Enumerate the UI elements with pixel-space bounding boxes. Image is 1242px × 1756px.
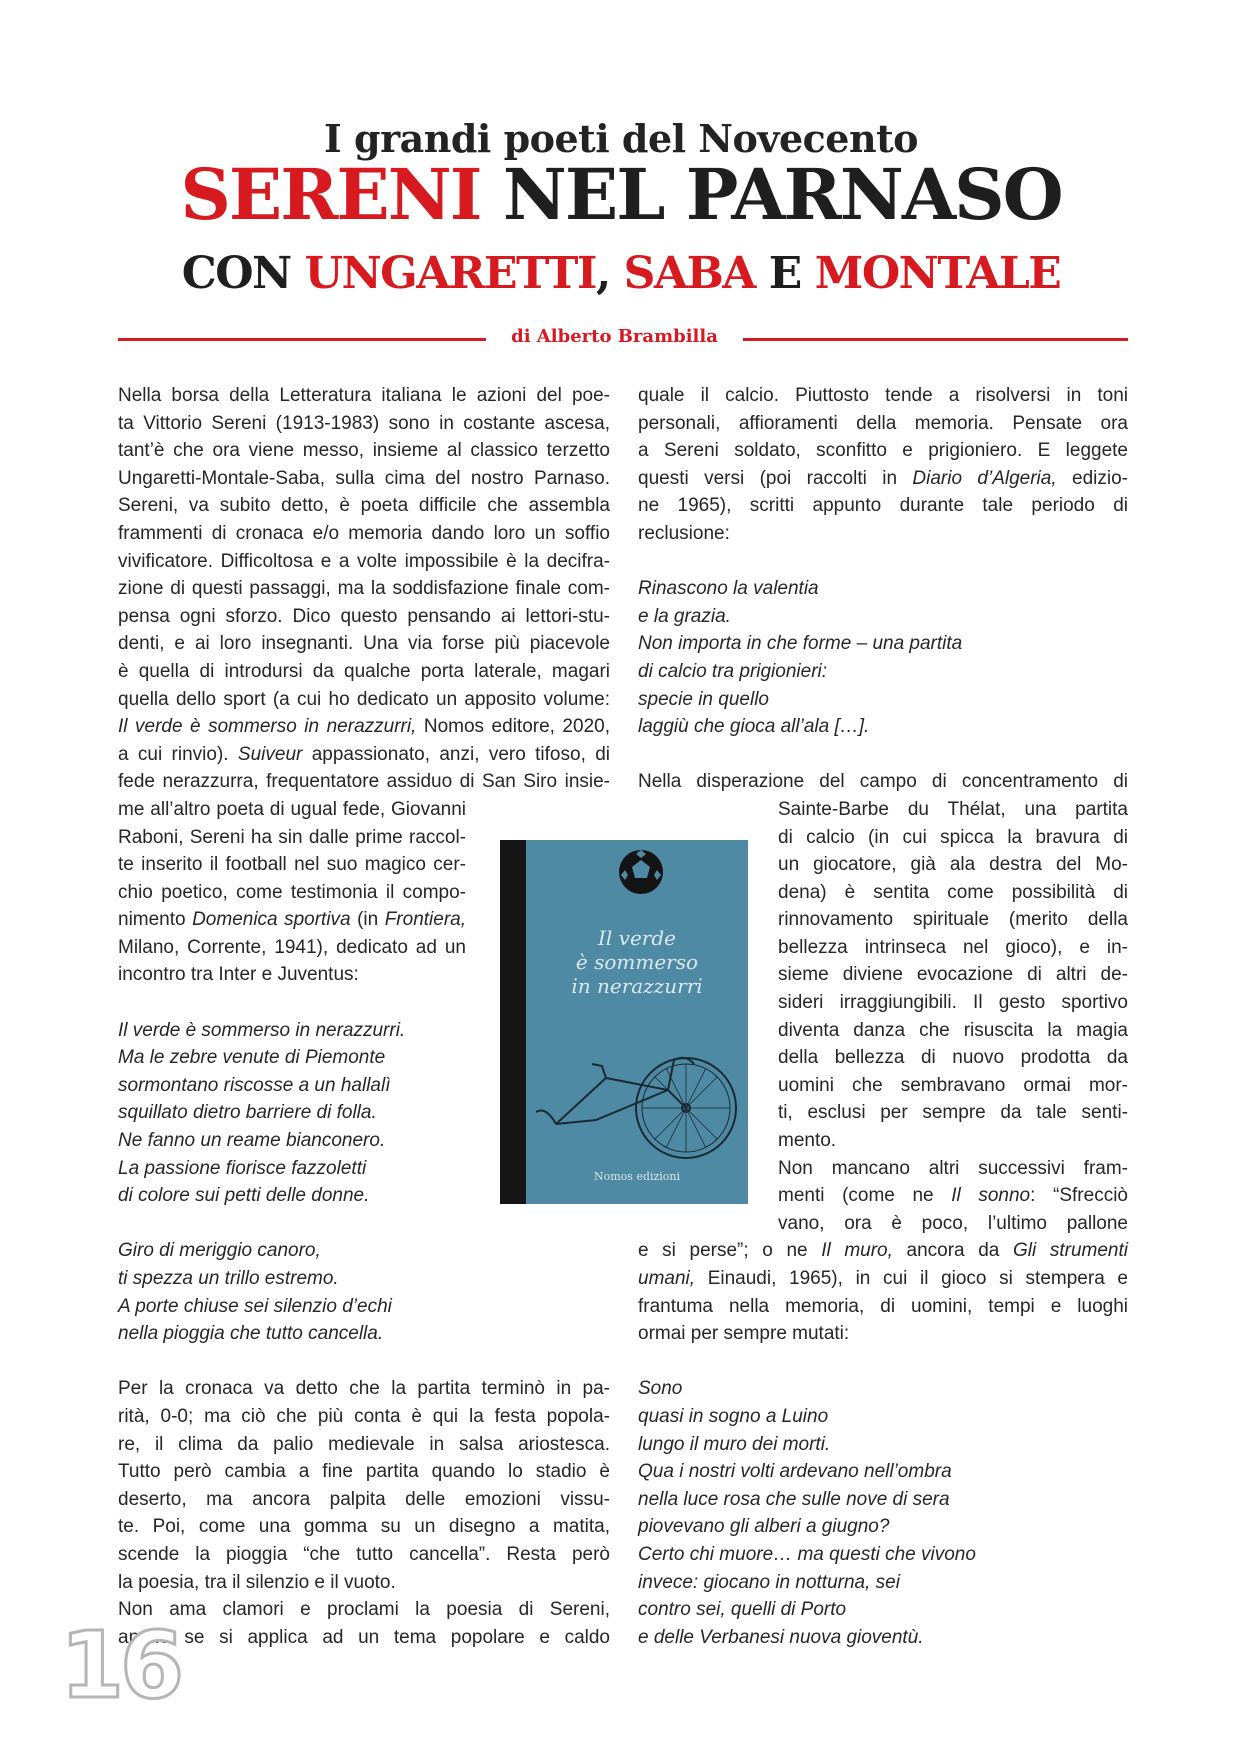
book-spine xyxy=(500,840,526,1204)
byline: di Alberto Brambilla xyxy=(511,326,718,347)
text-line: ti, esclusi per sempre da tale senti- xyxy=(778,1102,1128,1124)
text-line: Nella disperazione del campo di concentramento di xyxy=(638,771,1128,793)
text-line: Non ama clamori e proclami la poesia di Sereni, xyxy=(118,1599,610,1621)
book-title-ref: Il verde è sommerso in nerazzurri, xyxy=(118,716,417,738)
text-run-italic: Suiveur xyxy=(237,743,303,765)
text-line: è quella di introdursi da qualche porta laterale, magari xyxy=(118,660,610,682)
verse-line: nella luce rosa che sulle nove di sera xyxy=(638,1488,950,1510)
text-line: uomini che sembravano ormai mor- xyxy=(778,1074,1128,1096)
sub-ungaretti: UNGARETTI xyxy=(304,248,596,299)
text-line xyxy=(638,1265,1128,1293)
kicker: I grandi poeti del Novecento xyxy=(324,116,918,161)
text-line: della bellezza di nuovo prodotta da xyxy=(778,1047,1128,1069)
text-line: dena) è sentita come possibilità di xyxy=(778,881,1128,903)
cover-title-line: è sommerso xyxy=(575,950,699,974)
verse-line: e la grazia. xyxy=(638,605,731,627)
verse-line: piovevano gli alberi a giugno? xyxy=(638,1516,890,1538)
headline-red: SERENI xyxy=(180,153,481,236)
subheadline xyxy=(0,248,1242,299)
verse-line: di colore sui petti delle donne. xyxy=(118,1185,370,1207)
text-run-italic: Gli strumenti xyxy=(1013,1240,1128,1262)
text-line: rità, 0-0; ma ciò che più conta è qui la festa popola- xyxy=(118,1405,610,1427)
text-line: Raboni, Sereni ha sin dalle prime raccol- xyxy=(118,826,466,848)
verse-line: invece: giocano in notturna, sei xyxy=(638,1571,900,1593)
text-line xyxy=(118,906,466,934)
text-line: Nella borsa della Letteratura italiana le azioni del poe- xyxy=(118,385,610,406)
text-line: Ungaretti-Montale-Saba, sulla cima del nostro Parnaso. xyxy=(118,467,610,489)
narrow-block xyxy=(778,796,1128,1238)
sub-comma: , xyxy=(596,248,610,299)
verse-line: La passione fiorisce fazzoletti xyxy=(118,1157,367,1179)
sub-montale: MONTALE xyxy=(814,248,1061,299)
verse-line: sormontano riscosse a un hallalì xyxy=(118,1074,391,1096)
text-line: vivificatore. Difficoltosa e a volte impossibile è la decifra- xyxy=(118,550,610,572)
cover-publisher: Nomos edizioni xyxy=(593,1170,681,1183)
text-line xyxy=(118,741,610,769)
verse-line: Il verde è sommerso in nerazzurri. xyxy=(118,1019,406,1041)
cover-title-line: in nerazzurri xyxy=(571,974,703,998)
verse-line: lungo il muro dei morti. xyxy=(638,1433,831,1455)
text-line: zione di questi passaggi, ma la soddisfazione finale com- xyxy=(118,578,610,600)
verse-line: Sono xyxy=(638,1378,683,1400)
rule-right xyxy=(743,338,1128,341)
verse-line: Giro di meriggio canoro, xyxy=(118,1240,321,1262)
sub-e: E xyxy=(768,248,801,299)
text-run-italic: Domenica sportiva xyxy=(192,909,351,931)
verse-line: di calcio tra prigionieri: xyxy=(638,660,828,682)
poem-block xyxy=(118,1237,610,1347)
verse-line: ti spezza un trillo estremo. xyxy=(118,1268,339,1289)
verse-line: squillato dietro barriere di folla. xyxy=(118,1102,377,1124)
text-line: mento. xyxy=(778,1130,837,1152)
narrow-block xyxy=(118,796,466,989)
verse-line: Non importa in che forme – una partita xyxy=(638,633,963,655)
text-line: scende la pioggia “che tutto cancella”. Resta però xyxy=(118,1543,610,1565)
text-line: chio poetico, come testimonia il compo- xyxy=(118,881,466,903)
text-run: (in xyxy=(350,909,385,931)
verse-line: Qua i nostri volti ardevano nell’ombra xyxy=(638,1461,952,1483)
text-line: Milano, Corrente, 1941), dedicato ad un xyxy=(118,936,466,958)
sub-saba: SABA xyxy=(623,248,755,299)
text-run: appassionato, anzi, vero tifoso, di xyxy=(302,743,610,765)
text-line: vano, ora è poco, l’ultimo pallone xyxy=(778,1212,1128,1234)
text-line: ta Vittorio Sereni (1913-1983) sono in costante ascesa, xyxy=(118,412,610,434)
text-run-italic: Diario d’Algeria, xyxy=(912,467,1057,489)
text-line: pensa ogni sforzo. Dico questo pensando ai lettori-stu- xyxy=(118,605,610,627)
text-line: frammenti di cronaca e/o memoria dando loro un soffio xyxy=(118,522,610,544)
text-line: tant’è che ora viene messo, insieme al classico terzetto xyxy=(118,440,610,462)
text-line: di calcio (in cui spicca la bravura di xyxy=(778,826,1128,848)
text-line: Sereni, va subito detto, è poeta difficile che assembla xyxy=(118,495,610,517)
text-run: : “Sfrecciò xyxy=(1030,1185,1128,1207)
text-line: sideri irraggiungibili. Il gesto sportivo xyxy=(778,992,1128,1014)
text-line: bellezza intrinseca nel gioco), e in- xyxy=(778,936,1128,958)
text-line: reclusione: xyxy=(638,522,730,544)
text-line: te. Poi, come una gomma su un disegno a matita, xyxy=(118,1516,610,1538)
text-line: la poesia, tra il silenzio e il vuoto. xyxy=(118,1571,396,1593)
cover-title-line: Il verde xyxy=(598,926,676,950)
text-line: frantuma nella memoria, di uomini, tempi e luoghi xyxy=(638,1295,1128,1317)
verse-line: contro sei, quelli di Porto xyxy=(638,1599,847,1621)
verse-line: Ne fanno un reame bianconero. xyxy=(118,1130,386,1152)
verse-line: quasi in sogno a Luino xyxy=(638,1405,829,1427)
sub-con: CON xyxy=(181,248,291,299)
text-run-italic: Frontiera, xyxy=(384,909,467,931)
verse-line: e delle Verbanesi nuova gioventù. xyxy=(638,1626,924,1648)
headline-dark: NEL PARNASO xyxy=(502,153,1062,236)
text-line: diventa danza che risuscita la magia xyxy=(778,1019,1128,1041)
text-line xyxy=(638,465,1128,493)
text-line: rinnovamento spirituale (merito della xyxy=(778,909,1128,931)
text-line: deserto, ma ancora palpita delle emozioni vissu- xyxy=(118,1488,610,1510)
text-line: ne 1965), scritti appunto durante tale periodo di xyxy=(638,495,1128,517)
text-run: Einaudi, 1965), in cui il gioco si stempera e xyxy=(695,1268,1128,1289)
text-line: te inserito il football nel suo magico cer- xyxy=(118,854,466,876)
text-line: Per la cronaca va detto che la partita terminò in pa- xyxy=(118,1378,610,1400)
text-line xyxy=(778,1182,1128,1210)
verse-line: Ma le zebre venute di Piemonte xyxy=(118,1047,386,1069)
text-line: quale il calcio. Piuttosto tende a risolversi in toni xyxy=(638,385,1128,406)
text-run: a cui rinvio). xyxy=(118,743,238,765)
text-line: me all’altro poeta di ugual fede, Giovanni xyxy=(118,798,466,820)
poem-block xyxy=(638,1375,1128,1651)
text-run-italic: Il muro, xyxy=(821,1240,893,1262)
text-line: anche se si applica ad un tema popolare e caldo xyxy=(118,1626,610,1648)
text-line: Tutto però cambia a fine partita quando lo stadio è xyxy=(118,1461,610,1483)
verse-line: nella pioggia che tutto cancella. xyxy=(118,1323,384,1345)
verse-line: A porte chiuse sei silenzio d’echi xyxy=(118,1295,392,1317)
text-line: un giocatore, già ala destra del Mo- xyxy=(778,854,1128,876)
text-run: ancora da xyxy=(892,1240,1013,1262)
text-run: menti (come ne xyxy=(778,1185,952,1207)
poem-block xyxy=(638,575,1128,741)
text-line: Sainte-Barbe du Thélat, una partita xyxy=(778,798,1128,820)
rule-left xyxy=(118,338,486,341)
text-line xyxy=(638,1237,1128,1265)
headline xyxy=(0,153,1242,236)
text-run: edizio- xyxy=(1056,467,1128,489)
text-line: Non mancano altri successivi fram- xyxy=(778,1157,1128,1179)
text-line: sieme diviene evocazione di altri de- xyxy=(778,964,1128,986)
text-run: Nomos editore, 2020, xyxy=(416,716,610,738)
text-run: e si perse”; o ne xyxy=(638,1240,822,1262)
text-line: a Sereni soldato, sconfitto e prigioniero. E leggete xyxy=(638,440,1128,462)
text-run-italic: umani, xyxy=(638,1268,696,1289)
paragraph xyxy=(118,1375,610,1651)
text-line: quella dello sport (a cui ho dedicato un apposito volume: xyxy=(118,688,610,710)
text-line: re, il clima da palio medievale in salsa ariostesca. xyxy=(118,1433,610,1455)
text-line: personali, affioramenti della memoria. Pensate ora xyxy=(638,412,1128,434)
text-line xyxy=(118,713,610,741)
verse-line: specie in quello xyxy=(638,688,769,710)
verse-line: Certo chi muore… ma questi che vivono xyxy=(638,1543,976,1565)
verse-line: laggiù che gioca all’ala […]. xyxy=(638,716,870,738)
text-line: denti, e ai loro insegnanti. Una via forse più piacevole xyxy=(118,633,610,655)
byline-row xyxy=(118,326,1128,350)
text-run-italic: Il sonno xyxy=(951,1185,1031,1207)
text-line: incontro tra Inter e Juventus: xyxy=(118,964,359,986)
text-run: nimento xyxy=(118,909,193,931)
text-run: questi versi (poi raccolti in xyxy=(638,467,913,489)
text-line: ormai per sempre mutati: xyxy=(638,1323,850,1345)
verse-line: Rinascono la valentia xyxy=(638,578,819,600)
page-number: 16 xyxy=(60,1612,181,1719)
text-line: fede nerazzurra, frequentatore assiduo di San Siro insie- xyxy=(118,771,610,793)
right-column xyxy=(638,382,1128,1651)
